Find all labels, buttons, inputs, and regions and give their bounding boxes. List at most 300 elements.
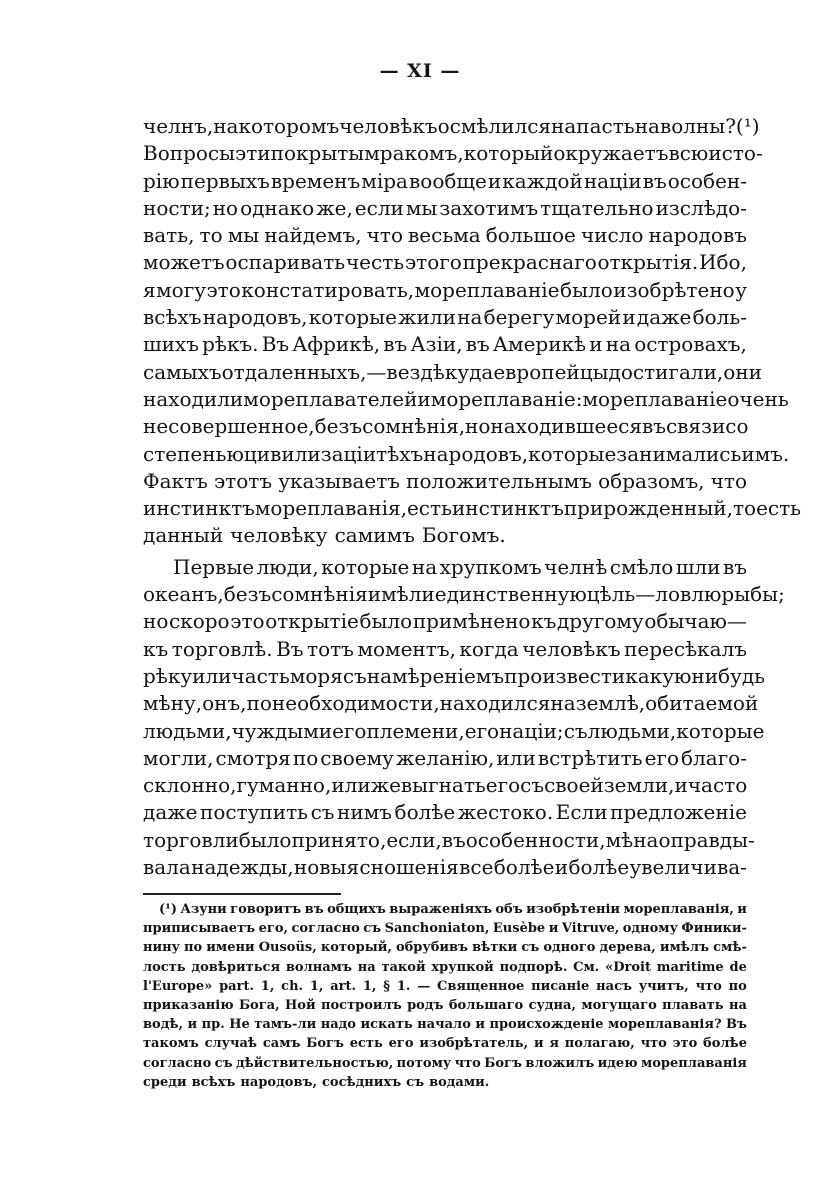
word: приписываетъ bbox=[143, 921, 256, 937]
word: по bbox=[292, 745, 319, 770]
word: которомъ bbox=[238, 114, 340, 138]
word: Бога, bbox=[238, 997, 280, 1013]
word: maritime bbox=[656, 959, 724, 975]
word: достигали, bbox=[608, 359, 724, 384]
body-line bbox=[143, 718, 765, 745]
word: они bbox=[723, 359, 762, 384]
word: или bbox=[331, 773, 371, 798]
word: смотря bbox=[215, 745, 291, 770]
word: можетъ bbox=[143, 250, 225, 275]
word: одному bbox=[622, 921, 678, 937]
word: мореплаваніе: bbox=[430, 386, 583, 411]
word: но bbox=[212, 195, 239, 220]
word: обрубивъ bbox=[395, 940, 469, 956]
word: новыя bbox=[293, 855, 360, 880]
word: напасть bbox=[551, 114, 635, 138]
word: съ bbox=[520, 773, 545, 798]
body-line bbox=[143, 554, 747, 581]
word: по bbox=[246, 691, 272, 716]
word: было bbox=[359, 609, 413, 634]
word: степенью bbox=[143, 441, 244, 466]
word: цѣль—ловлю bbox=[586, 582, 722, 607]
word: которые bbox=[308, 305, 397, 330]
word: происхожденіе bbox=[489, 1017, 604, 1033]
word: смѣло bbox=[609, 554, 674, 579]
word: пересѣкалъ bbox=[624, 636, 747, 661]
word: построилъ bbox=[321, 997, 402, 1013]
word: плавать bbox=[662, 997, 724, 1013]
word: онъ, bbox=[202, 691, 247, 716]
word: инстинктъ bbox=[451, 496, 564, 521]
word: самимъ bbox=[334, 523, 415, 548]
word: его bbox=[464, 718, 500, 743]
word: оправды- bbox=[658, 827, 755, 852]
word: оспаривать bbox=[225, 250, 346, 275]
word: болѣе bbox=[703, 1036, 747, 1052]
word: который, bbox=[320, 940, 392, 956]
body-line bbox=[143, 277, 747, 304]
word: временъ bbox=[270, 168, 361, 193]
word: есть bbox=[406, 496, 452, 521]
body-line bbox=[143, 113, 760, 140]
word: которые bbox=[676, 718, 765, 743]
word: эти bbox=[235, 141, 271, 166]
body-line bbox=[143, 799, 747, 826]
word: людьми, bbox=[143, 718, 232, 743]
word: de bbox=[729, 959, 747, 975]
word: есть bbox=[756, 496, 802, 521]
word: изслѣдо- bbox=[655, 195, 747, 220]
word: рѣку bbox=[143, 663, 193, 688]
word: прирожденный, bbox=[563, 496, 733, 521]
word: и bbox=[475, 1017, 486, 1033]
word: Фактъ bbox=[143, 468, 208, 493]
word: часто bbox=[687, 773, 748, 798]
word: я bbox=[549, 1036, 559, 1052]
word: куда bbox=[444, 359, 494, 384]
word: инстинктъ bbox=[143, 496, 255, 521]
word: есть bbox=[349, 1036, 383, 1052]
word: part. bbox=[219, 978, 254, 994]
body-line bbox=[143, 495, 802, 522]
word: мѣна bbox=[605, 827, 659, 852]
word: къ bbox=[531, 609, 557, 634]
word: насъ bbox=[596, 978, 632, 994]
word: каждой bbox=[502, 168, 583, 193]
word: сомнѣнія, bbox=[362, 414, 466, 439]
word: которые bbox=[528, 441, 617, 466]
word: 1, bbox=[362, 978, 377, 994]
word: отдаленныхъ,—вездѣ bbox=[221, 359, 445, 384]
word: его bbox=[644, 745, 679, 770]
word: жестоко. bbox=[457, 800, 554, 825]
word: Vitruve, bbox=[561, 921, 620, 937]
word: шли bbox=[675, 554, 721, 579]
word: островахъ, bbox=[634, 332, 747, 357]
word: все bbox=[459, 855, 494, 880]
word: другому bbox=[556, 609, 644, 634]
word: хрупкой bbox=[431, 959, 494, 975]
footnote-line bbox=[143, 919, 747, 938]
word: на bbox=[213, 114, 239, 138]
word: водѣ, bbox=[143, 1017, 184, 1033]
word: Въ bbox=[261, 332, 290, 357]
word: желанію, bbox=[396, 745, 495, 770]
word: Ибо, bbox=[699, 250, 747, 275]
word: большаго bbox=[448, 997, 524, 1013]
word: на bbox=[634, 114, 660, 138]
word: что bbox=[366, 223, 403, 248]
word: мореплавателей bbox=[243, 386, 418, 411]
word: потому bbox=[396, 1055, 452, 1071]
word: надежды, bbox=[191, 855, 294, 880]
word: занимались bbox=[616, 441, 742, 466]
word: благо- bbox=[681, 745, 747, 770]
word: могу bbox=[156, 277, 206, 302]
word: поступить bbox=[200, 800, 309, 825]
word: тотъ bbox=[307, 636, 354, 661]
word: но bbox=[465, 414, 491, 439]
word: Вопросы bbox=[143, 141, 236, 166]
word: большое bbox=[485, 223, 576, 248]
word: или bbox=[192, 663, 232, 688]
word: и bbox=[737, 902, 747, 917]
word: изобрѣтено bbox=[613, 277, 735, 302]
page-number: — XI — bbox=[379, 60, 461, 82]
word: находили bbox=[143, 386, 244, 411]
word: то bbox=[732, 496, 757, 521]
word: вала bbox=[143, 855, 191, 880]
word: что bbox=[454, 1055, 481, 1071]
word: нимъ bbox=[337, 800, 392, 825]
word: волнамъ bbox=[285, 959, 352, 975]
word: человѣкъ bbox=[522, 636, 621, 661]
word: это bbox=[230, 609, 265, 634]
word: въ bbox=[641, 414, 666, 439]
footnote-separator bbox=[143, 893, 341, 895]
word: жили bbox=[398, 305, 456, 330]
word: хрупкомъ bbox=[439, 554, 542, 579]
word: моментъ, bbox=[357, 636, 456, 661]
word: болѣе bbox=[493, 855, 555, 880]
word: шихъ bbox=[143, 332, 199, 357]
word: обитаемой bbox=[645, 691, 759, 716]
word: это bbox=[672, 1036, 698, 1052]
word: даже bbox=[636, 305, 692, 330]
word: имѣлъ bbox=[659, 940, 710, 956]
word: со bbox=[725, 414, 749, 439]
word: землѣ, bbox=[575, 691, 646, 716]
word: положительнымъ bbox=[406, 468, 593, 493]
word: когда bbox=[459, 636, 519, 661]
word: говоритъ bbox=[230, 902, 302, 917]
word: мореплаванія? bbox=[608, 1017, 722, 1033]
word: народовъ, bbox=[240, 1074, 317, 1090]
word: единственную bbox=[434, 582, 587, 607]
word: міра bbox=[361, 168, 408, 193]
body-line bbox=[143, 581, 785, 608]
footnote-line bbox=[143, 938, 747, 957]
footnote-line bbox=[143, 1034, 747, 1053]
word: мракомъ, bbox=[364, 141, 464, 166]
word: См. bbox=[573, 959, 600, 975]
body-line bbox=[143, 441, 790, 468]
word: всѣхъ bbox=[143, 305, 202, 330]
word: было bbox=[560, 277, 613, 302]
word: въ bbox=[441, 827, 466, 852]
word: предложеніе bbox=[610, 800, 747, 825]
word: если, bbox=[386, 827, 442, 852]
word: вообще bbox=[409, 168, 487, 193]
word: къ bbox=[143, 636, 169, 661]
body-line bbox=[143, 663, 766, 690]
footnote-line bbox=[143, 1054, 747, 1073]
word: которые bbox=[321, 554, 410, 579]
word: честь bbox=[345, 250, 405, 275]
word: весьма bbox=[408, 223, 481, 248]
body-line bbox=[143, 168, 747, 195]
body-line bbox=[143, 249, 747, 276]
body-line bbox=[143, 827, 755, 854]
word: особенности, bbox=[465, 827, 606, 852]
word: самъ bbox=[262, 1036, 301, 1052]
body-line bbox=[143, 745, 747, 772]
word: принято, bbox=[291, 827, 387, 852]
word: учитъ, bbox=[638, 978, 689, 994]
word: однако bbox=[240, 195, 315, 220]
word: торговли bbox=[143, 827, 239, 852]
word: племени, bbox=[366, 718, 465, 743]
word: и bbox=[674, 773, 688, 798]
word: у bbox=[735, 277, 747, 302]
word: мореплаваніе bbox=[582, 386, 728, 411]
word: человѣку bbox=[230, 523, 328, 548]
word: рію bbox=[143, 168, 180, 193]
word: согласно bbox=[143, 1055, 212, 1071]
word: и bbox=[589, 332, 603, 357]
word: образомъ, bbox=[598, 468, 705, 493]
word: на bbox=[457, 305, 483, 330]
word: полагаю, bbox=[564, 1036, 635, 1052]
word: идею bbox=[597, 1055, 638, 1071]
word: человѣкъ bbox=[339, 114, 438, 138]
word: въ bbox=[642, 168, 667, 193]
word: подпорѣ. bbox=[499, 959, 568, 975]
word: мореплаванія bbox=[640, 1055, 747, 1071]
word: окружаетъ bbox=[553, 141, 669, 166]
word: въ bbox=[465, 332, 490, 357]
word: земли, bbox=[603, 773, 675, 798]
word: Sanchoniaton, bbox=[384, 921, 490, 937]
word: имѣли bbox=[367, 582, 435, 607]
word: объ bbox=[495, 902, 523, 917]
word: даже bbox=[143, 800, 198, 825]
body-text bbox=[143, 113, 802, 881]
word: необходимости, bbox=[271, 691, 440, 716]
word: пр. bbox=[201, 1017, 225, 1033]
word: челнѣ bbox=[544, 554, 608, 579]
word: данный bbox=[143, 523, 224, 548]
word: который bbox=[463, 141, 554, 166]
word: мѣну, bbox=[143, 691, 203, 716]
word: увеличива- bbox=[629, 855, 747, 880]
word: по bbox=[728, 978, 747, 994]
word: въ bbox=[722, 554, 747, 579]
word: прекраснаго bbox=[462, 250, 597, 275]
word: случаѣ bbox=[204, 1036, 258, 1052]
footnote-block bbox=[143, 900, 747, 1092]
word: своей bbox=[544, 773, 604, 798]
word: европейцы bbox=[493, 359, 609, 384]
word: народовъ, bbox=[202, 305, 308, 330]
word: мы bbox=[405, 195, 438, 220]
word: его bbox=[485, 773, 521, 798]
word: самыхъ bbox=[143, 359, 222, 384]
word: моря bbox=[289, 663, 343, 688]
word: могущаго bbox=[581, 997, 657, 1013]
word: съ bbox=[363, 921, 382, 937]
word: смѣ- bbox=[713, 940, 747, 956]
word: намѣреніемъ bbox=[366, 663, 505, 688]
word: дерева, bbox=[599, 940, 656, 956]
word: родъ bbox=[407, 997, 444, 1013]
word: людьми, bbox=[587, 718, 677, 743]
word: и bbox=[554, 855, 569, 880]
word: безъ bbox=[314, 414, 363, 439]
word: въ bbox=[304, 902, 324, 917]
word: то bbox=[199, 223, 223, 248]
word: и bbox=[548, 921, 559, 937]
body-line bbox=[143, 222, 747, 249]
word: морей bbox=[555, 305, 622, 330]
word: встрѣтить bbox=[537, 745, 643, 770]
word: если bbox=[354, 195, 404, 220]
word: безъ bbox=[223, 582, 272, 607]
word: народовъ bbox=[648, 223, 747, 248]
footnote-line bbox=[143, 996, 747, 1015]
word: «Droit bbox=[605, 959, 651, 975]
word: Священное bbox=[437, 978, 525, 994]
word: тщательно bbox=[540, 195, 654, 220]
word: изобрѣтатель, bbox=[419, 1036, 529, 1052]
body-line bbox=[143, 690, 759, 717]
word: это bbox=[206, 277, 241, 302]
word: l'Europe» bbox=[143, 978, 213, 994]
word: надо bbox=[320, 1017, 356, 1033]
word: на bbox=[728, 997, 747, 1013]
word: Азуни bbox=[180, 902, 227, 917]
word: челнъ, bbox=[143, 114, 214, 138]
word: выгнать bbox=[400, 773, 486, 798]
word: покрыты bbox=[270, 141, 365, 166]
word: имени bbox=[206, 940, 255, 956]
word: сношенія bbox=[359, 855, 459, 880]
word: § bbox=[383, 978, 391, 994]
word: болѣе bbox=[394, 800, 456, 825]
word: и bbox=[417, 386, 431, 411]
word: своему bbox=[320, 745, 394, 770]
word: сосѣднихъ bbox=[321, 1074, 402, 1090]
body-line bbox=[143, 522, 747, 549]
body-line bbox=[143, 140, 763, 167]
word: съ bbox=[214, 1055, 233, 1071]
word: тѣхъ bbox=[376, 441, 424, 466]
word: — bbox=[417, 978, 431, 994]
word: но bbox=[143, 609, 169, 634]
word: лость bbox=[143, 959, 186, 975]
word: вѣтки bbox=[472, 940, 518, 956]
footnote-line bbox=[143, 1015, 747, 1034]
word: или bbox=[496, 745, 536, 770]
word: Америкѣ bbox=[492, 332, 587, 357]
word: находился bbox=[439, 691, 551, 716]
word: Богъ bbox=[306, 1036, 344, 1052]
word: среди bbox=[143, 1074, 187, 1090]
word: болѣе bbox=[568, 855, 630, 880]
body-line bbox=[143, 359, 762, 386]
word: и bbox=[533, 1036, 544, 1052]
word: рыбы; bbox=[721, 582, 785, 607]
word: дѣйствительностью, bbox=[235, 1055, 394, 1071]
word: мореплаванія, bbox=[254, 496, 407, 521]
body-line bbox=[143, 413, 747, 440]
word: Eusèbe bbox=[492, 921, 546, 937]
word: мы bbox=[227, 223, 260, 248]
word: волны?(¹) bbox=[659, 114, 760, 138]
body-line bbox=[143, 608, 747, 635]
word: въ bbox=[383, 332, 408, 357]
word: чуждыми bbox=[231, 718, 333, 743]
word: этотъ bbox=[213, 468, 273, 493]
word: нину bbox=[143, 940, 180, 956]
word: судна, bbox=[528, 997, 576, 1013]
word: Азіи, bbox=[410, 332, 463, 357]
word: изобрѣтеніи bbox=[526, 902, 621, 917]
word: что bbox=[695, 978, 722, 994]
word: и bbox=[187, 1017, 198, 1033]
word: и bbox=[622, 305, 636, 330]
word: же, bbox=[316, 195, 353, 220]
word: берегу bbox=[483, 305, 555, 330]
word: нибудь bbox=[691, 663, 766, 688]
word: его bbox=[388, 1036, 414, 1052]
word: одного bbox=[543, 940, 596, 956]
word: водами. bbox=[429, 1074, 490, 1090]
word: обычаю— bbox=[644, 609, 747, 634]
word: такой bbox=[381, 959, 426, 975]
word: съ bbox=[342, 663, 367, 688]
body-line bbox=[143, 468, 747, 495]
word: исто- bbox=[708, 141, 763, 166]
word: съ bbox=[406, 1074, 425, 1090]
word: имъ. bbox=[741, 441, 790, 466]
word: всѣхъ bbox=[191, 1074, 236, 1090]
body-line bbox=[143, 854, 747, 881]
word: и bbox=[487, 168, 502, 193]
word: его bbox=[332, 718, 367, 743]
word: Богъ bbox=[484, 1055, 522, 1071]
word: Финики- bbox=[681, 921, 747, 937]
word: (¹) bbox=[159, 902, 177, 917]
word: открытія. bbox=[597, 250, 699, 275]
word: согласно bbox=[291, 921, 360, 937]
word: Богомъ. bbox=[421, 523, 506, 548]
word: этого bbox=[404, 250, 462, 275]
word: гуманно, bbox=[236, 773, 332, 798]
word: осмѣлился bbox=[437, 114, 552, 138]
word: боль- bbox=[692, 305, 747, 330]
word: особен- bbox=[667, 168, 747, 193]
